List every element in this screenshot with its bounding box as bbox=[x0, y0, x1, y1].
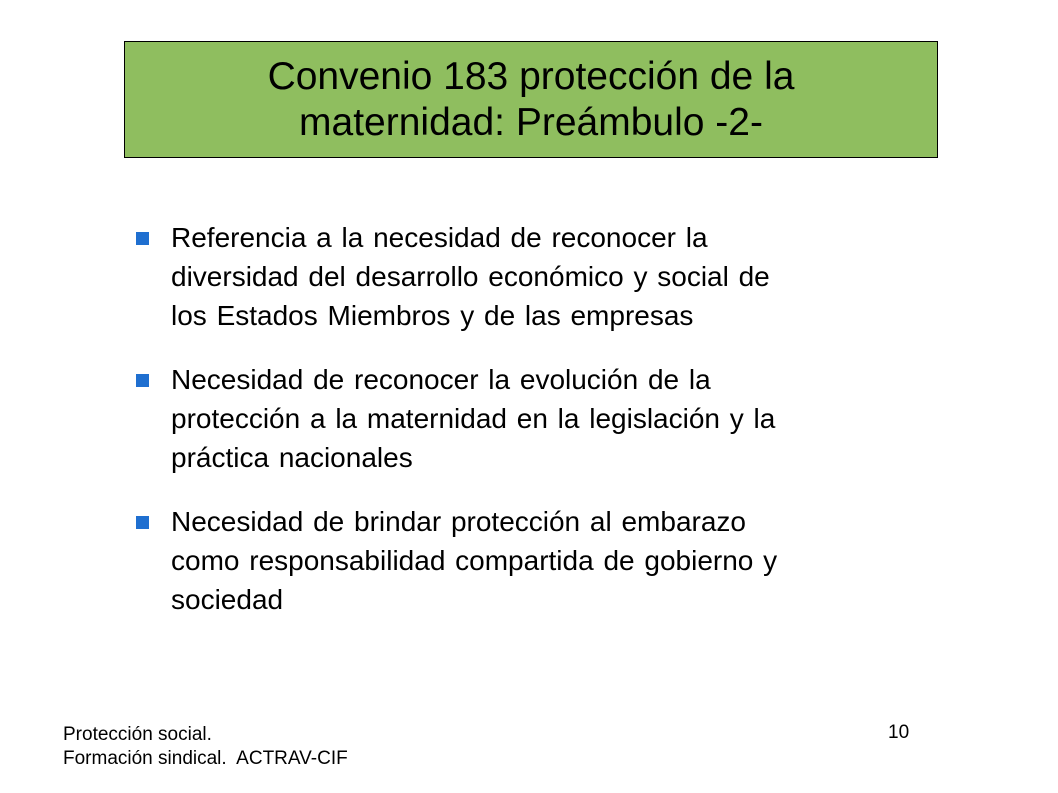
bullet-1-line-3: los Estados Miembros y de las empresas bbox=[171, 300, 694, 331]
bullet-3-line-2: como responsabilidad compartida de gobierno y bbox=[171, 545, 778, 576]
slide-title-line-2: maternidad: Preámbulo -2- bbox=[299, 100, 763, 144]
slide-title-line-1: Convenio 183 protección de la bbox=[267, 54, 795, 98]
bullet-2-line-2: protección a la maternidad en la legislación y la bbox=[171, 403, 776, 434]
bullet-2-line-1: Necesidad de reconocer la evolución de la bbox=[171, 364, 711, 395]
bullet-1-line-1: Referencia a la necesidad de reconocer la bbox=[171, 222, 708, 253]
slide-title-box bbox=[124, 41, 938, 158]
footer-line-1: Protección social. bbox=[63, 724, 212, 745]
bullet-item-2 bbox=[134, 360, 974, 477]
bullet-1-line-2: diversidad del desarrollo económico y social de bbox=[171, 261, 770, 292]
slide-footer bbox=[63, 723, 348, 771]
footer-line-2: Formación sindical. ACTRAV-CIF bbox=[63, 748, 348, 769]
bullet-list bbox=[134, 218, 974, 644]
bullet-2-line-3: práctica nacionales bbox=[171, 442, 413, 473]
slide-title bbox=[268, 54, 795, 146]
square-bullet-icon bbox=[136, 374, 149, 387]
bullet-item-3 bbox=[134, 502, 974, 619]
page-number: 10 bbox=[888, 722, 910, 743]
square-bullet-icon bbox=[136, 516, 149, 529]
square-bullet-icon bbox=[136, 232, 149, 245]
bullet-3-line-3: sociedad bbox=[171, 584, 284, 615]
bullet-3-line-1: Necesidad de brindar protección al embarazo bbox=[171, 506, 746, 537]
bullet-item-1 bbox=[134, 218, 974, 335]
